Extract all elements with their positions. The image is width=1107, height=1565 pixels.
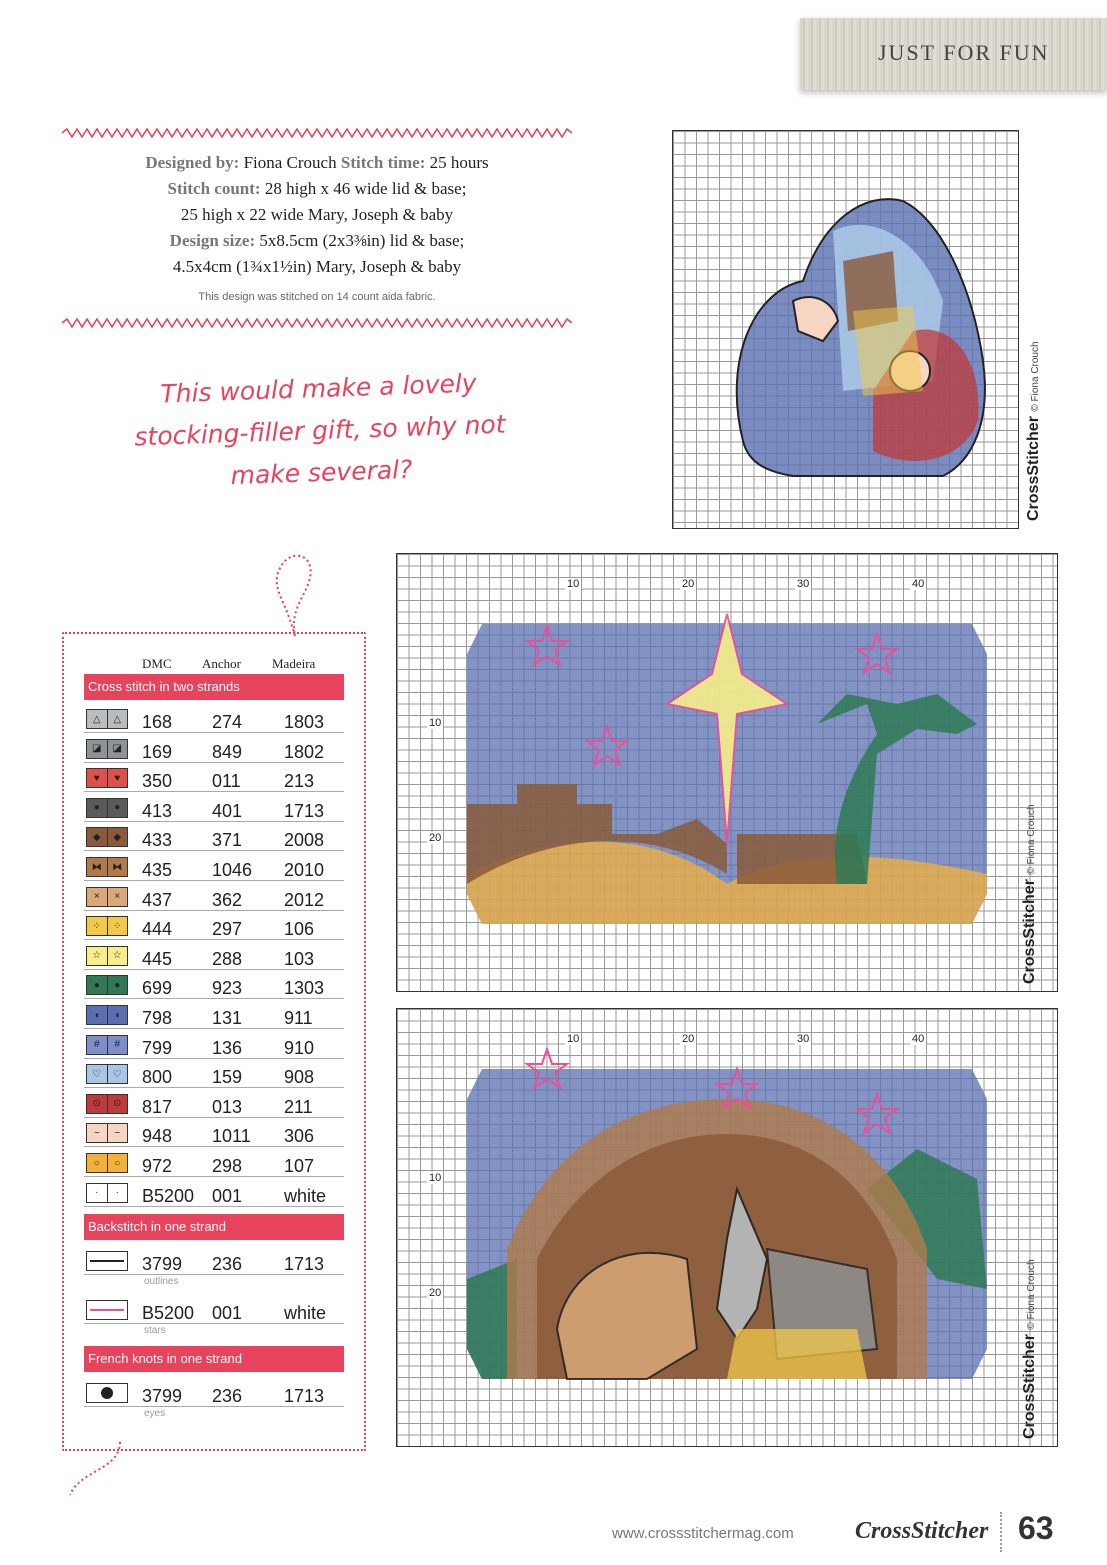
thread-dmc: 798	[142, 1008, 173, 1028]
thread-dmc: 800	[142, 1067, 173, 1088]
thread-madeira: white	[284, 1303, 327, 1323]
y-tick-10: 10	[429, 717, 442, 729]
thread-anchor: 013	[212, 1096, 243, 1117]
thread-anchor: 298	[212, 1156, 243, 1176]
thread-dmc: 3799	[142, 1386, 183, 1406]
thread-dmc: 435	[142, 860, 173, 880]
thread-madeira: 1713	[284, 1386, 325, 1406]
cross-row	[84, 793, 344, 822]
cross-row	[84, 1030, 344, 1059]
thread-anchor: 274	[212, 712, 243, 732]
thread-anchor: 371	[212, 830, 243, 851]
thread-dmc: 437	[142, 889, 173, 910]
cross-row	[84, 1148, 344, 1177]
thread-madeira: 106	[284, 919, 315, 940]
thread-madeira: 1803	[284, 712, 325, 732]
thread-dmc: 799	[142, 1037, 173, 1058]
x-tick-20: 20	[682, 578, 695, 590]
thread-swatch	[86, 887, 128, 907]
thread-madeira: white	[284, 1185, 327, 1206]
thread-dmc: 444	[142, 919, 173, 940]
footer-logo: CrossStitcher	[855, 1518, 989, 1544]
thread-madeira: 2008	[284, 830, 325, 851]
thread-madeira: 211	[284, 1096, 313, 1117]
page-number: 63	[1018, 1510, 1054, 1546]
stitch-symbol-icon: ●	[87, 799, 108, 817]
cross-row	[84, 970, 344, 999]
thread-anchor: 849	[212, 741, 243, 762]
thread-anchor: 136	[212, 1037, 243, 1058]
thread-swatch	[86, 1035, 128, 1055]
design-credits: Designed by: Fiona Crouch Stitch time: 25 hours Stitch count: 28 high x 46 wide lid & base; 25 high x 22 wide Mary, Joseph & baby Design size: 5x8.5cm (2x3⅜in) lid & base; 4.5x4cm (1¾x1½in) Mary, Joseph & baby This design was stitched on 14 count aida fabric.	[62, 150, 572, 310]
french-row	[84, 1378, 344, 1419]
cross-row	[84, 911, 344, 940]
thread-dmc: 3799	[142, 1254, 183, 1274]
stitch-symbol-icon: ☆	[112, 950, 122, 962]
x-tick-30: 30	[797, 578, 810, 590]
french-knot-icon	[101, 1387, 113, 1399]
thread-swatch	[86, 827, 128, 847]
stitch-symbol-icon: ×	[114, 891, 121, 903]
thread-anchor: 362	[212, 889, 243, 910]
thread-swatch	[86, 1300, 128, 1320]
thread-swatch	[86, 1064, 128, 1084]
thread-loop-decoration	[265, 548, 325, 638]
stitch-symbol-icon: ○	[87, 1154, 108, 1172]
stitch-symbol-icon: ●	[114, 979, 121, 991]
cross-stitch-band: Cross stitch in two strands	[84, 674, 344, 700]
y-tick-20: 20	[429, 832, 442, 844]
thread-madeira: 908	[284, 1067, 315, 1088]
thread-madeira: 2012	[284, 889, 325, 910]
thread-anchor: 923	[212, 978, 243, 999]
thread-madeira: 1303	[284, 978, 325, 999]
cross-row	[84, 763, 344, 792]
thread-anchor: 1046	[212, 860, 253, 880]
fabric-note: This design was stitched on 14 count aida fabric.	[198, 291, 436, 303]
stitch-symbol-icon: ·	[87, 1184, 108, 1202]
stitch-symbol-icon: ♡	[112, 1068, 122, 1080]
x-tick-40: 40	[912, 1033, 925, 1045]
bethlehem-motif	[397, 554, 1057, 991]
thread-madeira: 1713	[284, 800, 325, 821]
thread-usage-note: stars	[144, 1325, 166, 1336]
thread-swatch	[86, 916, 128, 936]
zigzag-divider-top	[62, 128, 572, 138]
zigzag-divider-bottom	[62, 318, 572, 328]
stitch-symbol-icon: ○	[114, 1157, 121, 1169]
backstitch-band: Backstitch in one strand	[84, 1214, 344, 1240]
stitch-symbol-icon: ☆	[87, 947, 108, 965]
stitch-symbol-icon: ⁘	[87, 917, 108, 935]
thread-anchor: 001	[212, 1303, 243, 1323]
french-knots-band: French knots in one strand	[84, 1346, 344, 1372]
x-tick-10: 10	[567, 578, 580, 590]
col-madeira: Madeira	[272, 656, 316, 671]
stitch-symbol-icon: ⁘	[113, 920, 122, 932]
cross-row	[84, 1059, 344, 1088]
chart-credit-2: CrossStitcher © Fiona Crouch	[1021, 804, 1038, 984]
thread-swatch	[86, 768, 128, 788]
thread-anchor: 236	[212, 1254, 243, 1274]
stitch-symbol-icon: ·	[115, 1187, 119, 1199]
stitch-symbol-icon: #	[87, 1036, 108, 1054]
stitch-symbol-icon: ●	[87, 976, 108, 994]
cross-row	[84, 852, 344, 881]
stitch-symbol-icon: ⊙	[113, 1098, 122, 1110]
cross-row	[84, 882, 344, 911]
thread-anchor: 288	[212, 948, 243, 969]
stitch-symbol-icon: ~	[87, 1124, 108, 1142]
x-tick-30: 30	[797, 1033, 810, 1045]
cross-row	[84, 734, 344, 763]
thread-swatch	[86, 975, 128, 995]
x-tick-10: 10	[567, 1033, 580, 1045]
y-tick-20: 20	[429, 1287, 442, 1299]
thread-dmc: 350	[142, 771, 173, 792]
stitch-symbol-icon: ×	[87, 888, 108, 906]
stitch-symbol-icon: #	[114, 1039, 121, 1051]
thread-anchor: 131	[212, 1008, 243, 1028]
thread-madeira: 911	[284, 1008, 313, 1028]
section-title: JUST FOR FUN	[878, 40, 1050, 65]
back-row	[84, 1246, 344, 1287]
stitch-symbol-icon: ⧓	[112, 861, 123, 873]
stable-motif	[397, 1009, 1057, 1446]
stitch-symbol-icon: ♥	[114, 772, 121, 784]
footer-divider	[1000, 1512, 1003, 1552]
chart-lid-bethlehem	[396, 553, 1058, 992]
thread-dmc: 972	[142, 1156, 173, 1176]
thread-swatch	[86, 798, 128, 818]
y-tick-10: 10	[429, 1172, 442, 1184]
thread-dmc: 948	[142, 1126, 173, 1147]
thread-dmc: 817	[142, 1096, 173, 1117]
thread-swatch	[86, 946, 128, 966]
stitch-symbol-icon: △	[87, 710, 108, 728]
stitch-symbol-icon: ◆	[87, 828, 108, 846]
chart-base-stable	[396, 1008, 1058, 1447]
chart-credit-3: CrossStitcher © Fiona Crouch	[1021, 1259, 1038, 1439]
col-anchor: Anchor	[202, 656, 241, 671]
thread-madeira: 103	[284, 948, 315, 969]
stitch-symbol-icon: ♡	[87, 1065, 108, 1083]
cross-row	[84, 941, 344, 970]
cross-row	[84, 1000, 344, 1029]
thread-swatch	[86, 739, 128, 759]
stitch-symbol-icon: ◖	[87, 1006, 108, 1024]
thread-swatch	[86, 1183, 128, 1203]
thread-swatch	[86, 1005, 128, 1025]
cross-row	[84, 1118, 344, 1147]
x-tick-40: 40	[912, 578, 925, 590]
thread-madeira: 107	[284, 1156, 315, 1176]
cross-row	[84, 704, 344, 733]
footer-url[interactable]: www.crossstitchermag.com	[612, 1525, 794, 1542]
thread-swatch	[86, 709, 128, 729]
thread-anchor: 297	[212, 919, 243, 940]
thread-anchor: 011	[212, 771, 241, 792]
thread-swatch	[86, 1251, 128, 1271]
thread-madeira: 2010	[284, 860, 325, 880]
thread-madeira: 910	[284, 1037, 315, 1058]
thread-dmc: 699	[142, 978, 173, 999]
thread-swatch	[86, 1123, 128, 1143]
stitch-symbol-icon: ♥	[87, 769, 108, 787]
thread-dmc: B5200	[142, 1185, 195, 1206]
thread-swatch	[86, 1383, 128, 1403]
cross-row	[84, 1089, 344, 1118]
thread-swatch	[86, 857, 128, 877]
stitch-symbol-icon: ◪	[87, 740, 108, 758]
stitch-symbol-icon: △	[113, 713, 122, 725]
stitch-symbol-icon: ◆	[113, 831, 122, 843]
thread-anchor: 1011	[212, 1126, 251, 1147]
thread-madeira: 306	[284, 1126, 315, 1147]
stitch-symbol-icon: ◖	[114, 1009, 121, 1021]
thread-dmc: 169	[142, 741, 173, 762]
back-row	[84, 1295, 344, 1336]
col-dmc: DMC	[142, 656, 172, 671]
stitch-symbol-icon: ~	[114, 1127, 121, 1139]
thread-anchor: 236	[212, 1386, 243, 1406]
thread-usage-note: eyes	[144, 1408, 166, 1419]
thread-swatch	[86, 1094, 128, 1114]
section-tag	[800, 18, 1107, 90]
cross-row	[84, 822, 344, 851]
thread-dmc: B5200	[142, 1303, 195, 1323]
stitch-symbol-icon: ⧓	[87, 858, 108, 876]
chart-holy-family	[672, 130, 1042, 529]
stitch-symbol-icon: ◪	[112, 743, 122, 755]
thread-madeira: 1713	[284, 1254, 325, 1274]
pull-quote: This would make a lovely stocking-filler gift, so why not make several?	[133, 368, 506, 491]
thread-anchor: 001	[212, 1185, 243, 1206]
chart-credit-1: CrossStitcher © Fiona Crouch	[1025, 341, 1042, 521]
thread-swatch	[86, 1153, 128, 1173]
backstitch-line-icon	[90, 1309, 124, 1311]
thread-usage-note: outlines	[144, 1276, 179, 1287]
thread-madeira: 1802	[284, 741, 325, 762]
thread-dmc: 168	[142, 712, 173, 732]
thread-key	[62, 632, 366, 1451]
stitch-symbol-icon: ⊙	[87, 1095, 108, 1113]
x-tick-20: 20	[682, 1033, 695, 1045]
thread-dmc: 433	[142, 830, 173, 851]
thread-dmc: 413	[142, 800, 173, 821]
thread-anchor: 159	[212, 1067, 243, 1088]
backstitch-line-icon	[90, 1260, 124, 1262]
holy-family-motif	[673, 131, 1018, 528]
stitch-symbol-icon: ●	[114, 802, 121, 814]
thread-anchor: 401	[212, 800, 243, 821]
thread-madeira: 213	[284, 771, 315, 792]
thread-dmc: 445	[142, 948, 173, 969]
cross-row	[84, 1178, 344, 1207]
